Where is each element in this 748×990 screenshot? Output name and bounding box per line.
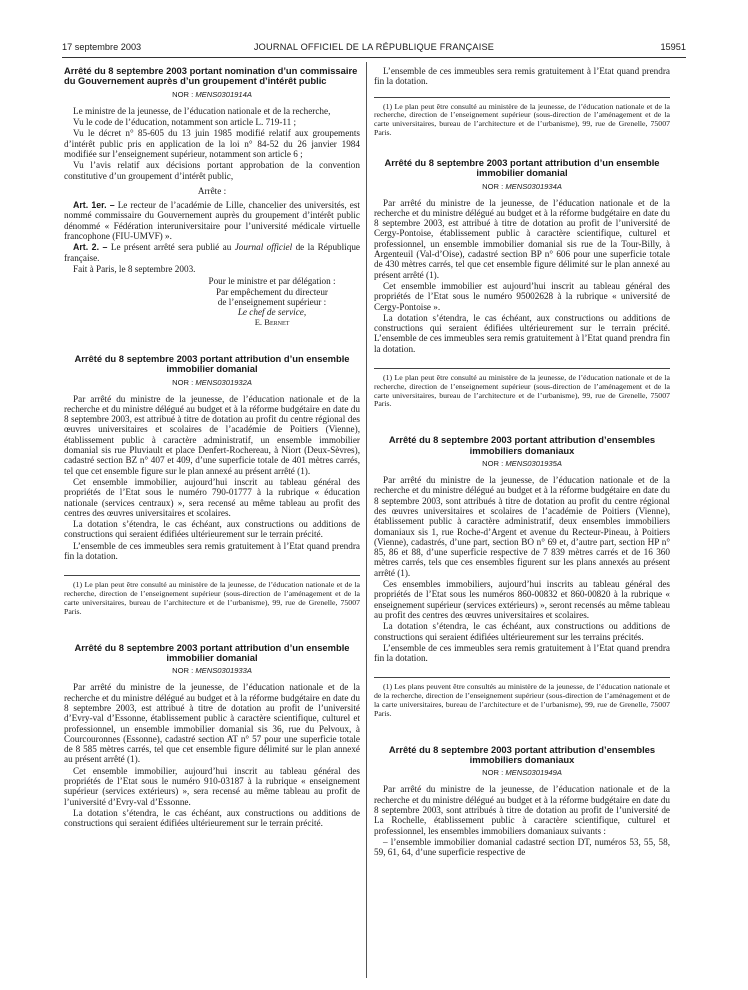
paragraph: Le ministre de la jeunesse, de l’éducation nationale et de la recherche, — [73, 105, 331, 116]
nor-code: MENS0301934A — [505, 181, 562, 191]
decree-attribution-evry — [64, 643, 360, 829]
decree-title: Arrêté du 8 septembre 2003 portant attribution d’ensembles immobiliers domaniaux — [388, 434, 656, 456]
nor-label: NOR : — [172, 666, 194, 676]
article-text: de la République française. — [64, 242, 360, 263]
decree-title: Arrêté du 8 septembre 2003 portant attribution d’un ensemble immobilier domanial — [74, 641, 350, 663]
paragraph: Par arrêté du ministre de la jeunesse, de l’éducation nationale et de la recherche et du ministre délégué au budget et à la réforme budgétaire en date du 8 septembre 2003, est attribué à titre de dotation au profit de l’université de Cergy-Pontoise, établissement public à caractère scientifique, culturel et professionnel, un ensemble immobilier domanial sis rue de la Tour-Billy, à Argenteuil (Val-d’Oise), cadastré section BP n° 606 pour une superficie totale de 430 mètres carrés, tel que cet ensemble figure délimité sur le plan annexé au présent arrêté (1). — [374, 197, 670, 280]
paragraph: Cet ensemble immobilier, aujourd’hui inscrit au tableau général des propriétés de l’Etat sous le numéro 790-01777 à la rubrique « éducation nationale (services centraux) », sera recensé au même tableau au profit des centres des œuvres universitaires et scolaires. — [64, 476, 360, 518]
nor-reference — [64, 666, 360, 675]
footnote: (1) Les plans peuvent être consultés au ministère de la jeunesse, de l’éducation nationale et de la recherche, direction de l’enseignement supérieur (sous-direction de l’aménagement et de la carte universitaires, bureau de l’architecture et de l’urbanisme), 99, rue de Grenelle, 75007 Paris. — [374, 682, 670, 718]
paragraph: Cet ensemble immobilier, aujourd’hui inscrit au tableau général des propriétés de l’Etat sous le numéro 910-03187 à la rubrique « enseignement supérieur (services extérieurs) », sera recensé au même tableau au profit de l’université d’Evry-val d’Essonne. — [64, 765, 360, 807]
paragraph: Ces ensembles immobiliers, aujourd’hui inscrits au tableau général des propriétés de l’Etat sous les numéros 860-00832 et 860-00820 à la rubrique « enseignement supérieur (services extérieurs) », seront recensés au même tableau au profit des centres des œuvres universitaires et scolaires. — [374, 579, 670, 620]
article-text: Le recteur de l’académie de Lille, chancelier des universités, est nommé commissaire du Gouvernement auprès du groupement d’intérêt public dénommé « Fédération interuniversitaire pour l’université médicale virtuelle francophone (FIU-UMVF) ». — [64, 200, 360, 242]
page-header — [62, 42, 686, 56]
nor-label: NOR : — [172, 377, 194, 387]
header-title: JOURNAL OFFICIEL DE LA RÉPUBLIQUE FRANÇAISE — [253, 42, 495, 52]
signatory-name: E. Bernet — [254, 317, 290, 328]
column-divider — [366, 62, 367, 978]
paragraph: La dotation s’étendra, le cas échéant, aux constructions ou additions de constructions qui seraient édifiées ultérieurement sur les terrains précités. — [374, 621, 670, 642]
nor-reference — [374, 768, 670, 777]
paragraph: Cet ensemble immobilier est aujourd’hui inscrit au tableau général des propriétés de l’Etat sous le numéro 95002628 à la rubrique « université de Cergy-Pontoise ». — [374, 280, 670, 312]
header-date: 17 septembre 2003 — [62, 42, 142, 52]
header-rule — [62, 57, 686, 58]
paragraph: L’ensemble de ces immeubles sera remis gratuitement à l’Etat quand prendra fin la dotation. — [374, 642, 670, 664]
nor-code: MENS0301935A — [505, 459, 562, 469]
decree-nomination — [64, 66, 360, 328]
signature-block — [64, 276, 360, 327]
journal-name: Journal officiel — [234, 242, 293, 253]
decree-title: Arrêté du 8 septembre 2003 portant nomination d’un commissaire du Gouvernement auprès d’un groupement d’intérêt public — [64, 65, 358, 87]
article-label: Art. 1er. – — [73, 200, 115, 211]
footnote-separator — [374, 677, 670, 678]
nor-code: MENS0301933A — [195, 666, 252, 676]
nor-code: MENS0301949A — [505, 768, 562, 778]
footnote: (1) Le plan peut être consulté au ministère de la jeunesse, de l’éducation nationale et de la recherche, direction de l’enseignement supérieur (sous-direction de l’aménagement et de la carte universitaires, bureau de l’architecture et de l’urbanisme), 99, rue de Grenelle, 75007 Paris. — [64, 580, 360, 616]
arrete-heading: Arrête : — [197, 185, 227, 196]
article-2 — [64, 242, 360, 263]
footnote-separator — [374, 97, 670, 98]
decree-attribution-niort — [64, 354, 360, 617]
paragraph: Vu l’avis relatif aux décisions portant approbation de la convention constitutive d’un groupement d’intérêt public, — [64, 160, 360, 181]
article-1 — [64, 200, 360, 241]
signature-line: Le chef de service, — [237, 307, 307, 318]
paragraph: Vu le décret n° 85-605 du 13 juin 1985 modifié relatif aux groupements d’intérêt public pris en application de la loi n° 84-52 du 26 janvier 1984 modifiée sur l’enseignement supérieur, notamment son article 6 ; — [64, 128, 360, 159]
nor-reference — [64, 90, 360, 99]
signature-line: de l’enseignement supérieur : — [217, 296, 327, 307]
header-page-number: 15951 — [660, 42, 686, 52]
decree-title: Arrêté du 8 septembre 2003 portant attribution d’ensembles immobiliers domaniaux — [388, 743, 656, 765]
footnote-separator — [64, 575, 360, 576]
left-column — [64, 66, 360, 829]
article-label: Art. 2. – — [73, 242, 108, 253]
nor-label: NOR : — [482, 459, 504, 469]
paragraph: La dotation s’étendra, le cas échéant, aux constructions ou additions de constructions qui seraient édifiées ultérieurement sur le terrain précité. — [64, 807, 360, 829]
footnote: (1) Le plan peut être consulté au ministère de la jeunesse, de l’éducation nationale et de la recherche, direction de l’enseignement supérieur (sous-direction de l’aménagement et de la carte universitaires, bureau de l’architecture et de l’urbanisme), 99, rue de Grenelle, 75007 Paris. — [374, 373, 670, 409]
decree-attribution-la-rochelle — [374, 745, 670, 858]
decree-title: Arrêté du 8 septembre 2003 portant attribution d’un ensemble immobilier domanial — [384, 156, 660, 179]
paragraph: Par arrêté du ministre de la jeunesse, de l’éducation nationale et de la recherche et du ministre délégué au budget et à la réforme budgétaire en date du 8 septembre 2003, est attribué à titre de dotation au profit de l’université d’Evry-val d’Essonne, établissement public à caractère scientifique, culturel et professionnel, un ensemble immobilier domanial sis 36, rue du Pelvoux, à Courcouronnes (Essonne), cadastré section AT n° 57 pour une superficie totale de 8 585 mètres carrés, tel que cet ensemble figure délimité sur le plan annexé au présent arrêté (1). — [64, 682, 360, 765]
nor-reference — [374, 459, 670, 468]
decree-title: Arrêté du 8 septembre 2003 portant attribution d’un ensemble immobilier domanial — [74, 352, 350, 375]
paragraph: L’ensemble de ces immeubles sera remis gratuitement à l’Etat quand prendra fin la dotation. — [374, 66, 670, 87]
signature-line: Pour le ministre et par délégation : — [208, 276, 336, 287]
paragraph: Par arrêté du ministre de la jeunesse, de l’éducation nationale et de la recherche et du ministre délégué au budget et à la réforme budgétaire en date du 8 septembre 2003, sont attribués à titre de dotation au profit du centre régional des œuvres universitaires et scolaires de l’académie de Poitiers (Vienne), établissement public à caractère administratif, deux ensembles immobiliers domaniaux sis 1, rue Roche-d’Argent et avenue du Recteur-Pineau, à Poitiers (Vienne), cadastrés, d’une part, section BO n° 69 et, d’autre part, section HP n° 85, 86 et 88, d’une superficie respective de 7 839 mètres carrés et de 16 360 mètres carrés, tels que ces ensembles figurent sur les plans annexés au présent arrêté (1). — [374, 475, 670, 578]
footnote-separator — [374, 368, 670, 369]
nor-reference — [64, 378, 360, 387]
footnote: (1) Le plan peut être consulté au ministère de la jeunesse, de l’éducation nationale et de la recherche, direction de l’enseignement supérieur (sous-direction de l’aménagement et de la carte universitaires, bureau de l’architecture et de l’urbanisme), 99, rue de Grenelle, 75007 Paris. — [374, 101, 670, 137]
nor-label: NOR : — [172, 89, 194, 99]
article-text: Le présent arrêté sera publié au — [110, 242, 235, 253]
nor-reference — [374, 182, 670, 191]
paragraph: Par arrêté du ministre de la jeunesse, de l’éducation nationale et de la recherche et du ministre délégué au budget et à la réforme budgétaire en date du 8 septembre 2003, est attribué à titre de dotation au profit du centre régional des œuvres universitaires et scolaires de l’académie de Poitiers (Vienne), établissement public à caractère administratif, un ensemble immobilier domanial sis rue Pluviault et place Denfert-Rochereau, à Niort (Deux-Sèvres), cadastré section BZ n° 407 et 409, d’une superficie totale de 401 mètres carrés, tel que cet ensemble figure sur le plan annexé au présent arrêté (1). — [64, 393, 360, 476]
nor-label: NOR : — [482, 768, 504, 778]
continued-decree — [374, 66, 670, 138]
paragraph: – l’ensemble immobilier domanial cadastré section DT, numéros 53, 55, 58, 59, 61, 64, d’une superficie respective de — [374, 836, 670, 858]
nor-code: MENS0301932A — [195, 377, 252, 387]
paragraph: Par arrêté du ministre de la jeunesse, de l’éducation nationale et de la recherche et du ministre délégué au budget et à la réforme budgétaire en date du 8 septembre 2003, sont attribués à titre de dotation au profit de l’université de La Rochelle, établissement public à caractère scientifique, culturel et professionnel, les ensembles immobiliers domaniaux suivants : — [374, 784, 670, 836]
decree-attribution-poitiers — [374, 435, 670, 718]
paragraph: La dotation s’étendra, le cas échéant, aux constructions ou additions de constructions qui seraient édifiées ultérieurement sur le terrain précité. L’ensemble de ces immeubles sera remis gratuitement à l’Etat quand prendra fin la dotation. — [374, 312, 670, 354]
nor-label: NOR : — [482, 181, 504, 191]
decree-attribution-cergy — [374, 158, 670, 409]
signature-line: Par empêchement du directeur — [216, 286, 328, 297]
paragraph: La dotation s’étendra, le cas échéant, aux constructions ou additions de constructions qui seraient édifiées ultérieurement sur le terrain précité. — [64, 519, 360, 540]
paragraph: L’ensemble de ces immeubles sera remis gratuitement à l’Etat quand prendra fin la dotation. — [64, 540, 360, 562]
signature-date: Fait à Paris, le 8 septembre 2003. — [73, 263, 196, 274]
right-column — [374, 66, 670, 858]
nor-code: MENS0301914A — [195, 89, 252, 99]
paragraph: Vu le code de l’éducation, notamment son article L. 719-11 ; — [73, 117, 297, 128]
